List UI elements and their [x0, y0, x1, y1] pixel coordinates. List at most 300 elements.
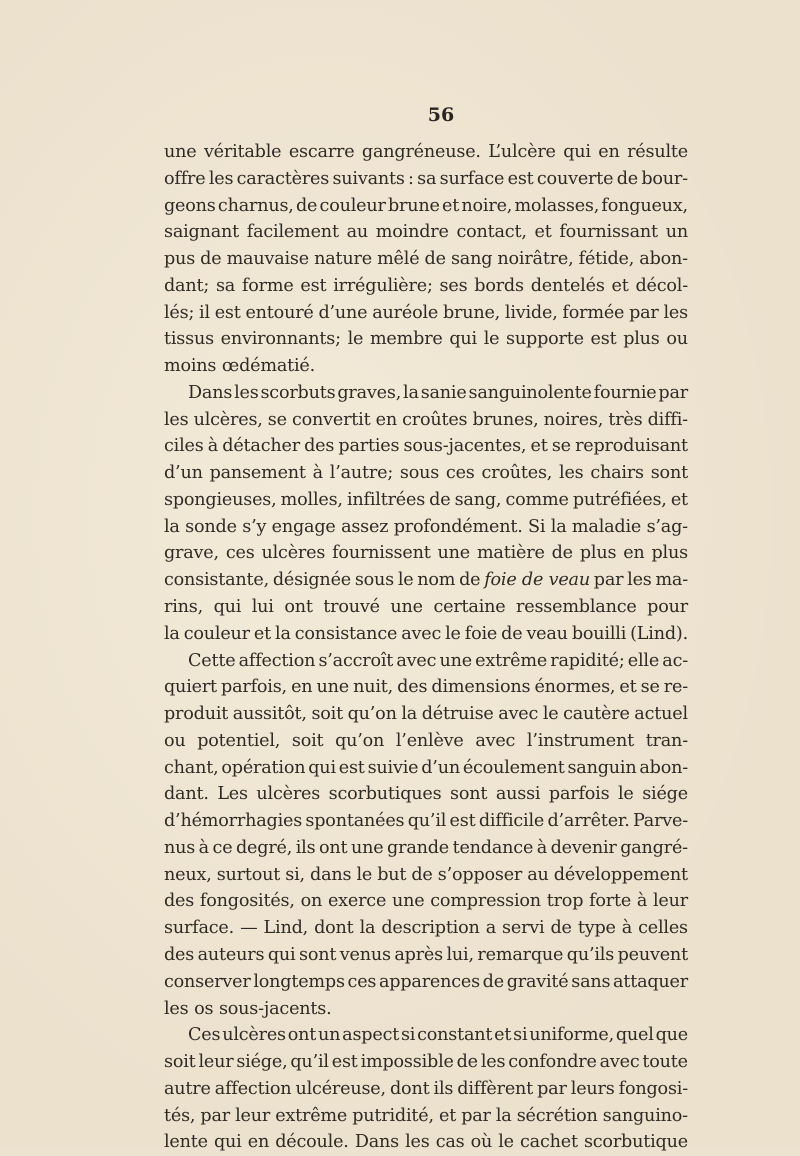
- word: œdématié.: [221, 356, 316, 377]
- word: une: [391, 891, 425, 912]
- word: s’y: [242, 516, 267, 537]
- word: ou: [164, 730, 186, 751]
- word: les: [559, 463, 584, 484]
- word: énormes,: [534, 677, 616, 698]
- text-line: [164, 942, 688, 969]
- word: moindre: [375, 222, 449, 243]
- text-line: [164, 1129, 688, 1156]
- word: s’ag-: [646, 516, 688, 537]
- word: les: [164, 998, 189, 1019]
- word: gangréneuse.: [361, 142, 481, 162]
- word: si: [513, 1025, 528, 1046]
- text-line: [164, 219, 688, 246]
- word: par: [658, 382, 688, 403]
- word: décol-: [635, 275, 688, 296]
- word: caractères: [236, 168, 330, 189]
- text-line: [164, 701, 688, 728]
- word: sanguinolente: [468, 382, 592, 403]
- word: sonde: [185, 516, 237, 537]
- word: la: [550, 516, 567, 537]
- word: degré,: [236, 837, 293, 858]
- word: avec: [475, 730, 516, 751]
- word: environnants;: [220, 329, 341, 350]
- word: brunes,: [472, 409, 539, 430]
- word: après: [394, 944, 443, 965]
- word: affection: [214, 1078, 292, 1099]
- word: est: [338, 757, 365, 778]
- word: se: [267, 409, 287, 430]
- word: entouré: [245, 302, 314, 323]
- word: à: [621, 918, 633, 939]
- word: nuit,: [353, 677, 394, 698]
- word: extrême: [275, 1105, 348, 1126]
- word: une: [316, 677, 349, 698]
- word: fournissent: [332, 543, 431, 564]
- word: couverte: [536, 168, 614, 189]
- word: sanie: [420, 382, 467, 403]
- word: auteurs: [197, 944, 265, 965]
- word: se: [551, 436, 571, 457]
- word: l’autre;: [329, 463, 394, 484]
- word: et: [611, 275, 629, 296]
- word: livide,: [504, 302, 558, 323]
- word: ont: [319, 837, 348, 858]
- word: extrême: [475, 650, 548, 671]
- word: certaine: [433, 597, 506, 618]
- word: Parve-: [632, 811, 688, 832]
- word: description: [381, 918, 480, 939]
- word: diffèrent: [457, 1078, 534, 1099]
- word: reproduisant: [575, 436, 688, 457]
- word: couleur: [319, 195, 386, 216]
- word: scorbuts: [260, 382, 336, 403]
- word: une: [439, 650, 472, 671]
- word: plus: [651, 543, 688, 564]
- word: tran-: [645, 730, 688, 751]
- word: aussitôt,: [232, 704, 307, 725]
- word: facilement: [246, 222, 339, 243]
- text-line: [164, 487, 688, 514]
- word: bouilli: [571, 623, 627, 644]
- word: mauvaise: [226, 249, 309, 270]
- word: sous-jacentes,: [403, 436, 527, 457]
- word: les: [627, 570, 652, 591]
- word: est: [507, 168, 534, 189]
- word: où: [470, 1132, 493, 1153]
- word: putréfiées,: [572, 489, 667, 510]
- word: Ces: [188, 1025, 221, 1046]
- word: ulcères: [261, 543, 326, 564]
- word: actuel: [634, 704, 688, 725]
- word: le: [498, 1132, 514, 1153]
- word: membre: [369, 329, 443, 350]
- word: si: [400, 1025, 416, 1046]
- text-line: [164, 1103, 688, 1130]
- word: abon-: [639, 757, 688, 778]
- word: venus: [339, 944, 391, 965]
- word: Si: [528, 516, 546, 537]
- word: forme: [241, 275, 294, 296]
- word: et: [439, 1105, 457, 1126]
- word: lui: [251, 597, 274, 618]
- word: servi: [502, 918, 545, 939]
- word: d’un: [164, 463, 203, 484]
- word: bords: [474, 275, 524, 296]
- word: pansement: [209, 463, 306, 484]
- word: impossible: [360, 1052, 454, 1073]
- word: apparences: [378, 971, 480, 992]
- text-line: [164, 166, 688, 193]
- word: ont: [284, 597, 313, 618]
- word: résulte: [627, 142, 688, 162]
- word: matière: [476, 543, 545, 564]
- word: un: [665, 222, 688, 243]
- word: dant;: [164, 275, 210, 296]
- text-line: [164, 353, 688, 380]
- word: sous: [399, 463, 440, 484]
- word: dimensions: [431, 677, 531, 698]
- word: une: [350, 837, 384, 858]
- word: qui: [213, 1132, 242, 1153]
- word: et: [619, 677, 637, 698]
- word: de: [429, 489, 451, 510]
- word: fournissant: [559, 222, 658, 243]
- word: qui: [267, 944, 296, 965]
- word: le: [347, 329, 364, 350]
- word: remarque: [477, 944, 564, 965]
- word: nus: [164, 837, 196, 858]
- word: très: [608, 409, 643, 430]
- word: auréole: [372, 302, 439, 323]
- word: noires,: [543, 409, 604, 430]
- word: à: [312, 463, 323, 484]
- text-line: [164, 915, 688, 942]
- word: dans: [310, 864, 352, 885]
- page-number: 56: [427, 104, 455, 126]
- word: Cette: [188, 650, 236, 671]
- word: de: [482, 971, 504, 992]
- word: sa: [417, 168, 437, 189]
- word: a: [485, 918, 496, 939]
- word: pus: [164, 249, 196, 270]
- word: par: [537, 1078, 567, 1099]
- text-line: [164, 888, 688, 915]
- word: forte: [589, 891, 632, 912]
- word: cachet: [520, 1132, 578, 1153]
- word: fongosités,: [199, 891, 295, 912]
- text-line: [164, 567, 688, 594]
- word: :: [408, 168, 414, 189]
- word: sous: [354, 570, 394, 591]
- word: conserver: [164, 971, 251, 992]
- text-line: [164, 781, 688, 808]
- word: qu’on: [335, 730, 385, 751]
- word: profondément.: [393, 516, 523, 537]
- word: quel: [615, 1025, 654, 1046]
- word: est: [300, 275, 327, 296]
- word: les: [234, 382, 259, 403]
- word: ont: [287, 1025, 317, 1046]
- word: des: [164, 944, 195, 965]
- word: dentelés: [530, 275, 605, 296]
- word: tendance: [452, 837, 534, 858]
- word: ressemblance: [516, 597, 637, 618]
- word: de: [459, 570, 481, 591]
- text-line: [164, 1049, 688, 1076]
- word: que: [655, 1025, 688, 1046]
- text-line: [164, 835, 688, 862]
- word: consistance: [294, 623, 398, 644]
- word: aspect: [342, 1025, 400, 1046]
- word: de: [411, 864, 433, 885]
- word: uniforme,: [529, 1025, 614, 1046]
- word: compression: [430, 891, 541, 912]
- word: qu’on: [347, 704, 397, 725]
- word: lui,: [446, 944, 474, 965]
- word: assez: [341, 516, 389, 537]
- word: sanguin: [567, 757, 637, 778]
- text-line: [164, 514, 688, 541]
- word: —: [240, 918, 258, 939]
- word: le: [356, 864, 373, 885]
- word: produit: [164, 704, 229, 725]
- word: de: [200, 249, 222, 270]
- word: sans: [571, 971, 611, 992]
- word: gangré-: [620, 837, 688, 858]
- word: scorbutique: [583, 1132, 688, 1153]
- word: mêlé: [377, 249, 420, 270]
- word: os: [194, 998, 214, 1019]
- word: formée: [562, 302, 625, 323]
- word: fétide,: [578, 249, 635, 270]
- word: croûtes,: [481, 463, 553, 484]
- text-line: [164, 433, 688, 460]
- word: type: [577, 918, 616, 939]
- word: dont: [314, 918, 354, 939]
- text-line: [164, 996, 688, 1023]
- word: il: [199, 302, 210, 323]
- word: rapidité;: [550, 650, 625, 671]
- word: geons: [164, 195, 216, 216]
- word: qui: [563, 142, 591, 162]
- word: qui: [449, 329, 477, 350]
- word: le: [397, 570, 414, 591]
- word: sa: [215, 275, 236, 296]
- word: en: [623, 543, 645, 564]
- word: exerce: [327, 891, 387, 912]
- word: dant.: [164, 784, 209, 805]
- word: la: [164, 516, 180, 537]
- word: par: [200, 1105, 230, 1126]
- word: détacher: [222, 436, 300, 457]
- word: escarre: [288, 142, 355, 162]
- word: surface.: [164, 918, 235, 939]
- word: un: [318, 1025, 341, 1046]
- word: au: [527, 864, 549, 885]
- word: soit: [164, 1052, 196, 1073]
- word: est: [590, 329, 617, 350]
- word: et: [670, 489, 688, 510]
- word: L’ulcère: [488, 142, 556, 162]
- word: est: [331, 1052, 358, 1073]
- word: s’opposer: [437, 864, 523, 885]
- word: surtout: [216, 864, 281, 885]
- word: ulcéreuse,: [295, 1078, 386, 1099]
- word: confondre: [508, 1052, 597, 1073]
- text-line: [164, 594, 688, 621]
- word: surface: [439, 168, 505, 189]
- word: croûtes: [402, 409, 468, 430]
- word: spontanées: [305, 811, 405, 832]
- text-line: [164, 139, 688, 166]
- word: offre: [164, 168, 206, 189]
- word: putridité,: [352, 1105, 434, 1126]
- word: l’enlève: [395, 730, 464, 751]
- word: d’arrêter.: [547, 811, 630, 832]
- word: fongueux,: [601, 195, 688, 216]
- word: par: [629, 302, 659, 323]
- word: sang,: [454, 489, 502, 510]
- word: grave,: [164, 543, 219, 564]
- word: parfois: [548, 784, 610, 805]
- word: abon-: [639, 249, 688, 270]
- word: les: [164, 409, 189, 430]
- word: ses: [439, 275, 468, 296]
- word: siége,: [236, 1052, 288, 1073]
- word: plus: [579, 543, 617, 564]
- text-line: [164, 808, 688, 835]
- word: et: [534, 222, 552, 243]
- word: avec: [396, 650, 437, 671]
- word: qui: [213, 597, 242, 618]
- word: développement: [553, 864, 688, 885]
- word: but: [377, 864, 407, 885]
- word: nature: [314, 249, 372, 270]
- word: autre: [164, 1078, 211, 1099]
- word: à: [198, 837, 209, 858]
- word: pour: [647, 597, 688, 618]
- word: ou: [666, 329, 688, 350]
- word: par: [593, 570, 624, 591]
- word: avec: [498, 704, 539, 725]
- word: constant: [417, 1025, 493, 1046]
- word: la: [359, 918, 376, 939]
- text-line: [164, 755, 688, 782]
- text-line: [164, 326, 688, 353]
- word: avec: [599, 1052, 640, 1073]
- word: en: [375, 409, 397, 430]
- word: lés;: [164, 302, 195, 323]
- word: de: [551, 543, 573, 564]
- word: soit: [291, 730, 324, 751]
- word: tissus: [164, 329, 214, 350]
- word: qu’il: [407, 811, 447, 832]
- word: affection: [238, 650, 316, 671]
- word: leurs: [570, 1078, 615, 1099]
- word: brune: [388, 195, 440, 216]
- word: désignée: [272, 570, 351, 591]
- text-line: [164, 1076, 688, 1103]
- word: de: [456, 1052, 478, 1073]
- word: une: [390, 597, 423, 618]
- word: nom: [417, 570, 456, 591]
- word: le: [445, 623, 461, 644]
- word: difficile: [478, 811, 545, 832]
- word: tés,: [164, 1105, 196, 1126]
- word: brune,: [442, 302, 501, 323]
- word: détruise: [421, 704, 494, 725]
- word: devenir: [550, 837, 617, 858]
- text-line: [164, 674, 688, 701]
- word: le: [483, 329, 500, 350]
- word: d’une: [318, 302, 368, 323]
- word: toute: [642, 1052, 688, 1073]
- word: à: [207, 436, 219, 457]
- word: découle.: [275, 1132, 349, 1153]
- word: couleur: [183, 623, 250, 644]
- word: leur: [198, 1052, 234, 1073]
- word: elle: [627, 650, 660, 671]
- word: sang: [450, 249, 493, 270]
- word: sanguino-: [602, 1105, 688, 1126]
- word: est: [214, 302, 241, 323]
- word: de: [550, 918, 572, 939]
- word: de: [424, 249, 446, 270]
- word: ces: [347, 971, 377, 992]
- word: molles,: [280, 489, 343, 510]
- word: on: [300, 891, 323, 912]
- word: d’un: [421, 757, 460, 778]
- word: fournie: [593, 382, 657, 403]
- word: graves,: [337, 382, 402, 403]
- word: potentiel,: [197, 730, 281, 751]
- word: avec: [401, 623, 442, 644]
- word: à: [636, 891, 648, 912]
- word: Dans: [354, 1132, 399, 1153]
- word: suivants: [332, 168, 405, 189]
- word: bour-: [641, 168, 688, 189]
- text-line: [164, 460, 688, 487]
- word: en: [598, 142, 620, 162]
- word: chairs: [590, 463, 644, 484]
- word: re-: [663, 677, 688, 698]
- word: s’accroît: [318, 650, 394, 671]
- word: la: [164, 623, 180, 644]
- word: le: [618, 784, 634, 805]
- text-line: [164, 193, 688, 220]
- word: le: [542, 704, 559, 725]
- text-line: [164, 1022, 688, 1049]
- text-line: [164, 540, 688, 567]
- word: ce: [212, 837, 233, 858]
- word: infiltrées: [346, 489, 426, 510]
- word: en: [247, 1132, 270, 1153]
- word: la: [403, 382, 419, 403]
- word: chant,: [164, 757, 219, 778]
- word: en: [291, 677, 313, 698]
- word: et: [442, 195, 460, 216]
- word: des: [397, 677, 428, 698]
- word: ulcères,: [193, 409, 263, 430]
- word: ciles: [164, 436, 204, 457]
- italic-term: foie de veau: [484, 570, 590, 591]
- word: grande: [387, 837, 450, 858]
- text-line: [164, 273, 688, 300]
- word: ac-: [662, 650, 688, 671]
- word: scorbutiques: [328, 784, 442, 805]
- word: ces: [445, 463, 475, 484]
- word: molasses,: [514, 195, 600, 216]
